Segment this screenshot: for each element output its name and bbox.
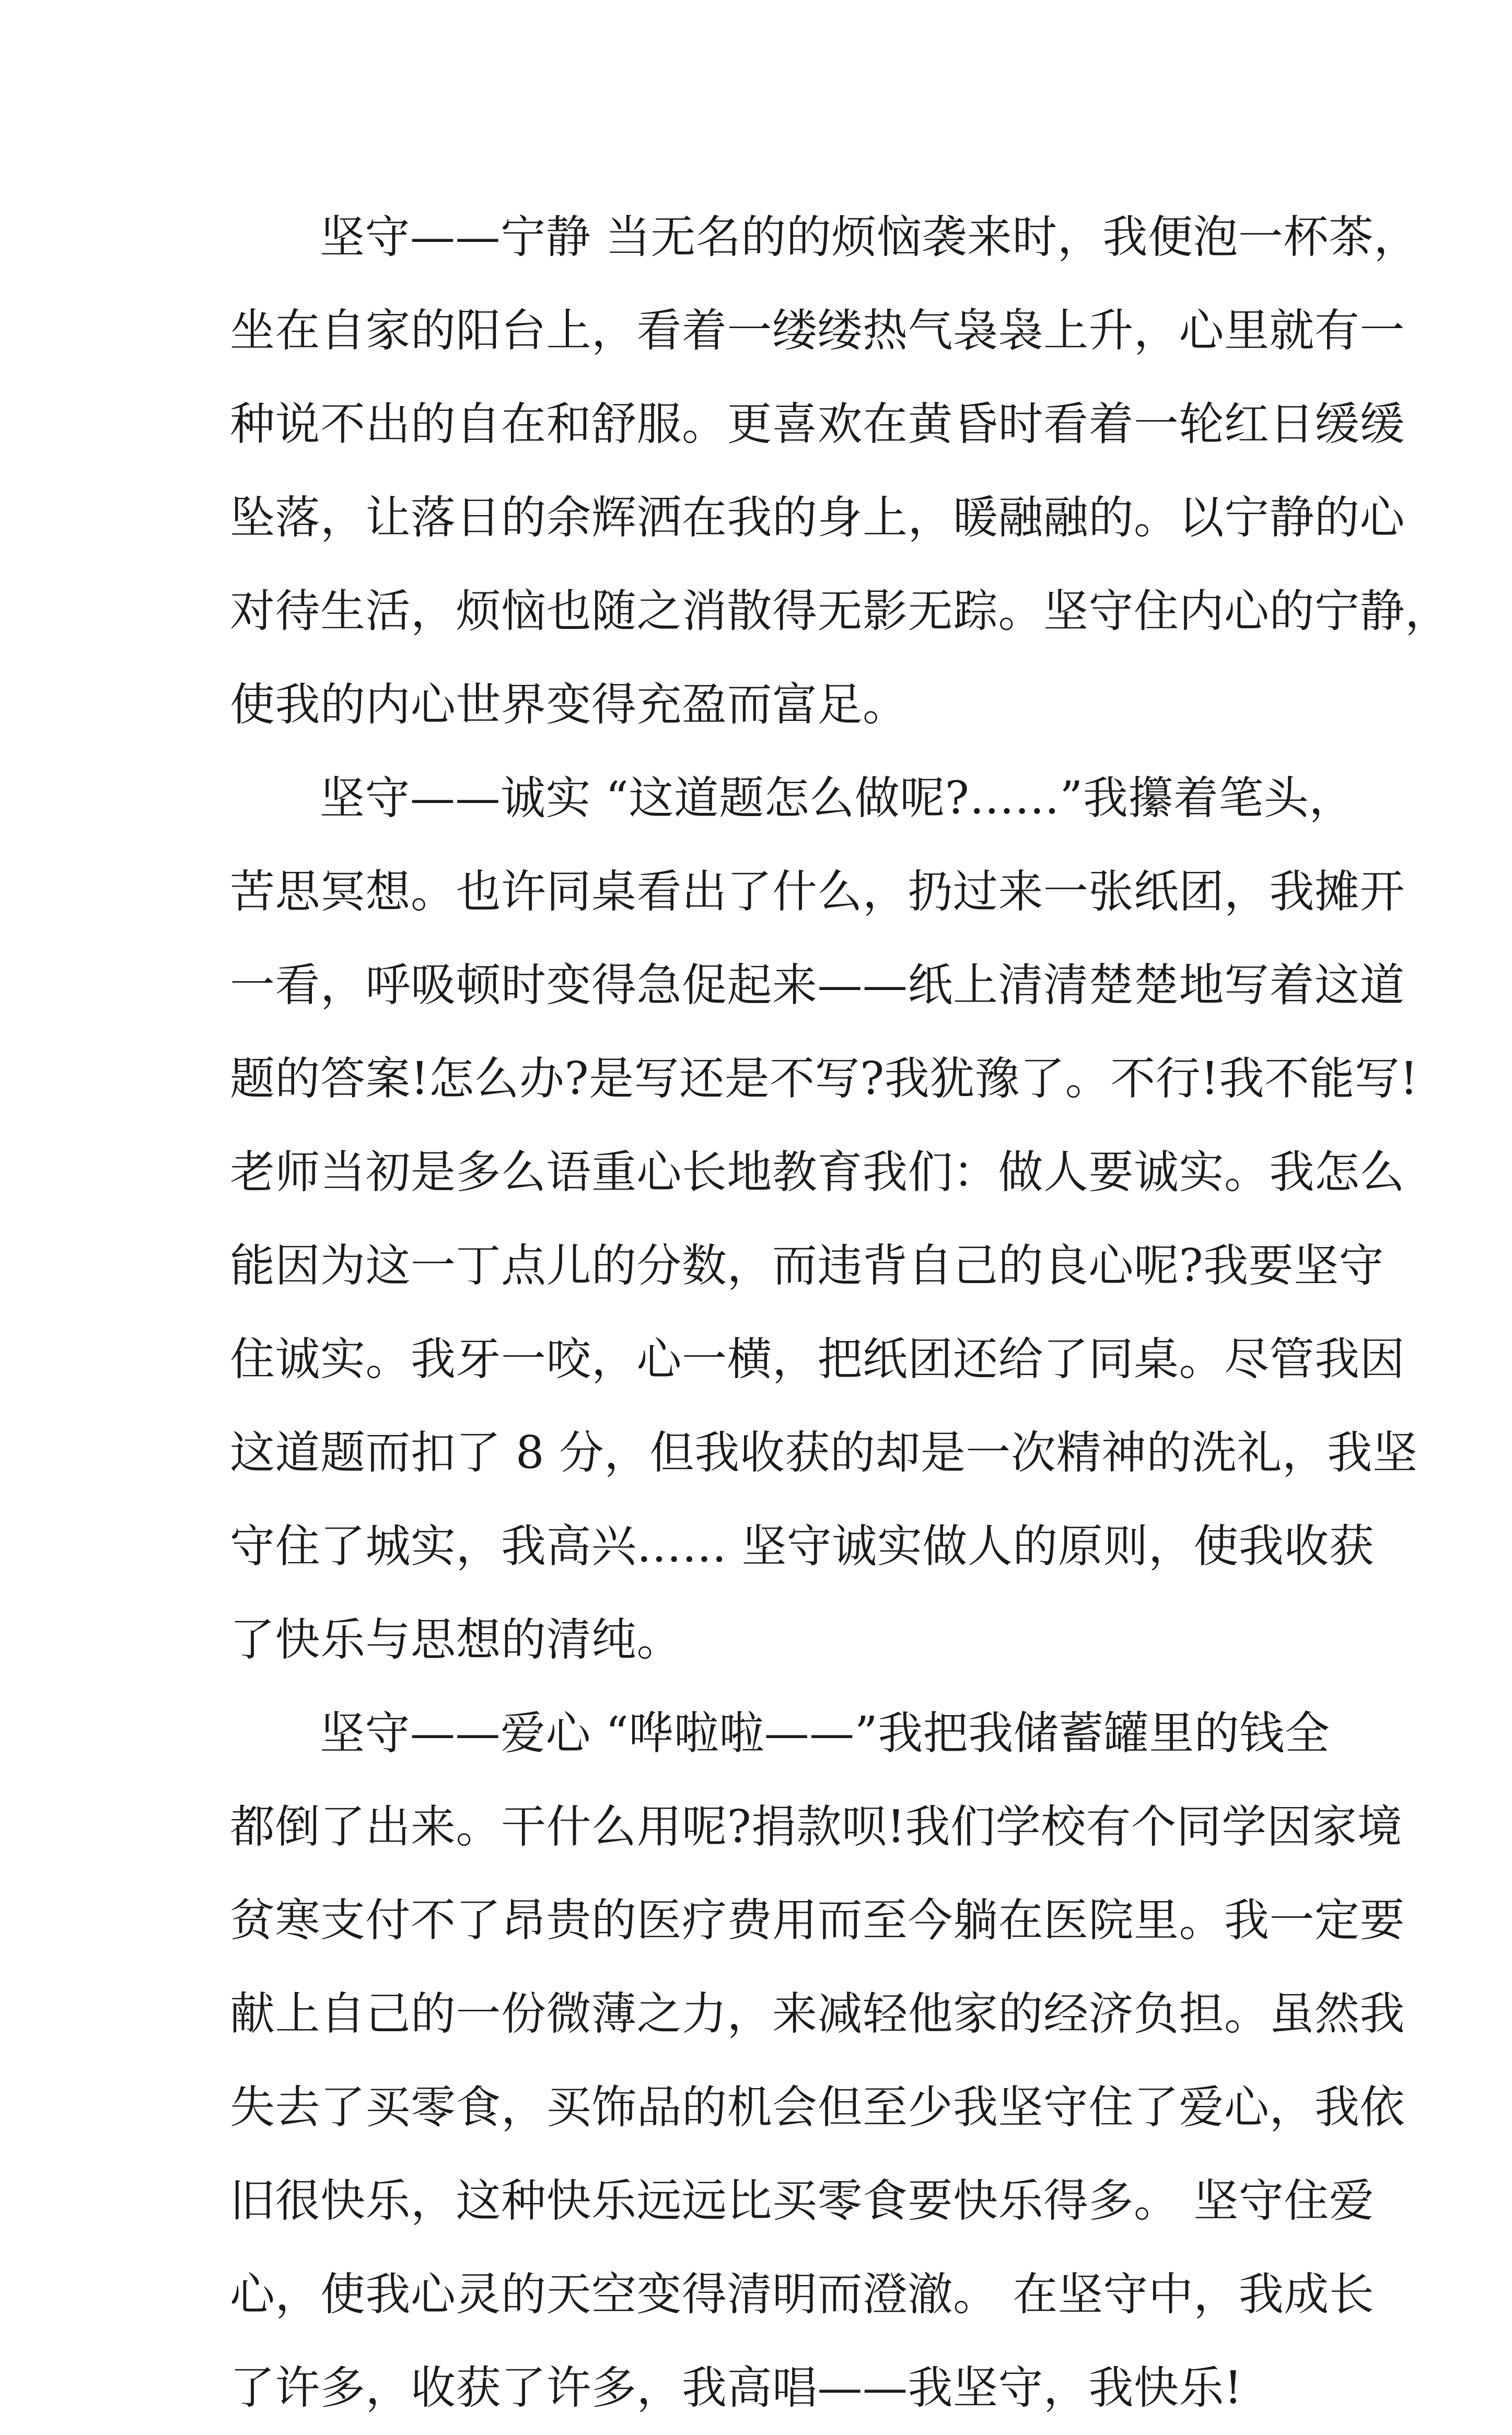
text-line: 坐在自家的阳台上，看着一缕缕热气袅袅上升，心里就有一	[230, 305, 1405, 357]
text-line: 苦思冥想。也许同桌看出了什么，扔过来一张纸团，我摊开	[230, 866, 1405, 918]
text-line: 都倒了出来。干什么用呢?捐款呗!我们学校有个同学因家境	[230, 1801, 1403, 1853]
text-line: 贫寒支付不了昂贵的医疗费用而至今躺在医院里。我一定要	[230, 1894, 1405, 1947]
text-line: 对待生活，烦恼也随之消散得无影无踪。坚守住内心的宁静，	[230, 585, 1450, 637]
text-line: 种说不出的自在和舒服。更喜欢在黄昏时看着一轮红日缓缓	[230, 398, 1405, 450]
paragraph-honesty	[230, 752, 1418, 1687]
paragraph-love	[230, 1687, 1405, 2435]
paragraph-tranquility	[230, 191, 1450, 752]
text-line: 题的答案!怎么办?是写还是不写?我犹豫了。不行!我不能写!	[230, 1053, 1418, 1105]
text-line: 失去了买零食，买饰品的机会但至少我坚守住了爱心，我依	[230, 2081, 1405, 2134]
text-line: 了许多，收获了许多，我高唱——我坚守，我快乐!	[230, 2362, 1243, 2414]
text-line: 坠落，让落日的余辉洒在我的身上，暖融融的。以宁静的心	[230, 492, 1405, 544]
text-line: 心，使我心灵的天空变得清明而澄澈。 在坚守中，我成长	[230, 2268, 1375, 2321]
text-line: 坚守——诚实 “这道题怎么做呢?……”我攥着笔头，	[320, 772, 1354, 824]
document-body	[230, 191, 1450, 2435]
text-line: 献上自己的一份微薄之力，来减轻他家的经济负担。虽然我	[230, 1988, 1405, 2040]
text-line: 坚守——爱心 “哗啦啦——”我把我储蓄罐里的钱全	[320, 1707, 1330, 1760]
text-line: 能因为这一丁点儿的分数，而违背自己的良心呢?我要坚守	[230, 1240, 1385, 1292]
text-line: 老师当初是多么语重心长地教育我们：做人要诚实。我怎么	[230, 1146, 1405, 1198]
text-line: 住诚实。我牙一咬，心一横，把纸团还给了同桌。尽管我因	[230, 1333, 1405, 1385]
text-line: 旧很快乐，这种快乐远远比买零食要快乐得多。 坚守住爱	[230, 2175, 1375, 2227]
text-line: 守住了城实，我高兴…… 坚守诚实做人的原则，使我收获	[230, 1520, 1375, 1572]
text-line: 使我的内心世界变得充盈而富足。	[230, 679, 908, 731]
text-line: 了快乐与思想的清纯。	[230, 1614, 682, 1666]
text-line: 一看，呼吸顿时变得急促起来——纸上清清楚楚地写着这道	[230, 959, 1405, 1011]
text-line: 坚守——宁静 当无名的的烦恼袭来时，我便泡一杯茶，	[320, 211, 1419, 263]
text-line: 这道题而扣了 8 分，但我收获的却是一次精神的洗礼，我坚	[230, 1427, 1418, 1479]
